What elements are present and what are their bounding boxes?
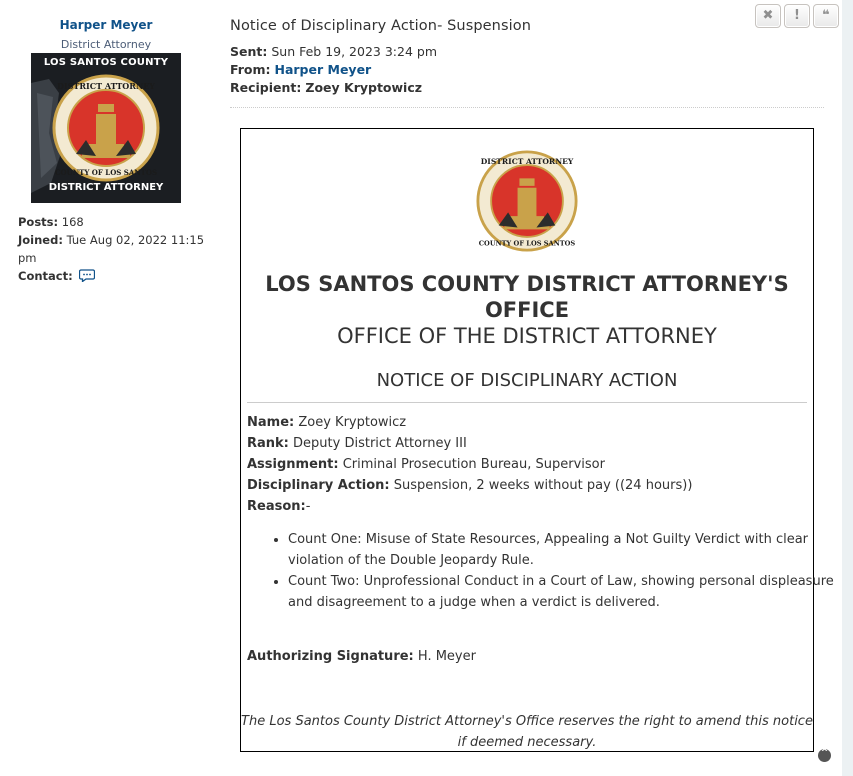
field-assignment [247,457,605,472]
author-posts [18,213,84,231]
recipient-value[interactable]: Zoey Kryptowicz [305,80,423,95]
list-item: • Count Two: Unprofessional Conduct in a Court of Law, showing personal displeasure and disagreement to a judge when a verdict is delivered. [288,571,853,613]
message-from [230,62,371,77]
speech-bubble-icon[interactable] [79,269,95,282]
chevron-up-icon: ^ [820,748,829,758]
assignment-label: Assignment: [247,457,339,472]
name-value: Zoey Kryptowicz [298,415,407,430]
author-rank: District Attorney [60,38,152,51]
from-label: From: [230,62,271,77]
name-label: Name: [247,415,295,430]
notice-heading-line-1: LOS SANTOS COUNTY DISTRICT ATTORNEY'S [265,272,789,296]
field-disciplinary-action [247,478,692,493]
reason-label: Reason: [247,499,306,514]
report-button[interactable] [784,4,810,28]
posts-label: Posts: [18,215,59,229]
list-item: • Count One: Misuse of State Resources, Appealing a Not Guilty Verdict with clear violation of the Double Jeopardy Rule. [288,529,853,571]
author-username[interactable]: Harper Meyer [59,18,153,32]
assignment-value: Criminal Prosecution Bureau, Supervisor [342,457,605,472]
avatar-seal-bottom-text: COUNTY OF LOS SANTOS [54,168,158,177]
notice-heading-line-2: OFFICE [484,298,570,322]
signature-label: Authorizing Signature: [247,649,414,664]
field-name [247,415,406,430]
delete-button[interactable] [755,4,781,28]
rank-label: Rank: [247,436,289,451]
seal-bottom-text: COUNTY OF LOS SANTOS [478,239,576,248]
from-user-link[interactable]: Harper Meyer [274,62,372,77]
close-icon: ✖ [762,8,774,23]
author-contact [18,267,95,285]
field-rank [247,436,467,451]
sent-value: Sun Feb 19, 2023 3:24 pm [271,44,437,59]
exclamation-icon: ! [794,8,800,23]
district-attorney-seal-icon [52,74,160,182]
seal-top-text: DISTRICT ATTORNEY [480,157,574,167]
quote-button[interactable] [813,4,839,28]
action-value: Suspension, 2 weeks without pay ((24 hours)) [393,478,693,493]
message-sent [230,44,437,59]
rank-value: Deputy District Attorney III [293,436,467,451]
notice-type-heading: NOTICE OF DISCIPLINARY ACTION [376,370,678,391]
action-label: Disciplinary Action: [247,478,390,493]
field-reason [247,499,310,514]
author-joined-cont: pm [18,251,37,265]
signature-value: H. Meyer [417,649,476,664]
header-divider [230,107,824,108]
quote-icon: ❝ [822,8,830,23]
reason-suffix: - [305,499,311,514]
message-title: Notice of Disciplinary Action- Suspension [230,18,532,34]
district-attorney-seal-icon [476,150,578,252]
recipient-label: Recipient: [230,80,302,95]
posts-value[interactable]: 168 [61,215,84,229]
page-edge [842,0,853,776]
avatar [31,53,181,203]
field-signature [247,649,476,664]
notice-footer: The Los Santos County District Attorney's Office reserves the right to amend this notice if deemed necessary. [241,714,813,750]
notice-document [240,128,834,752]
avatar-seal-top-text: DISTRICT ATTORNEY [56,81,156,91]
counts-list [247,529,853,613]
message-recipient [230,80,422,95]
notice-subheading: OFFICE OF THE DISTRICT ATTORNEY [337,324,717,348]
notice-divider [247,402,807,403]
joined-label: Joined: [18,233,63,247]
avatar-bottom-text: DISTRICT ATTORNEY [48,182,164,193]
avatar-top-text: LOS SANTOS COUNTY [43,57,169,68]
joined-value: Tue Aug 02, 2022 11:15 [66,233,205,247]
author-joined [18,231,204,249]
sent-label: Sent: [230,44,268,59]
contact-label: Contact: [18,269,73,283]
notice-heading [241,271,813,323]
back-to-top-button[interactable] [818,749,831,762]
